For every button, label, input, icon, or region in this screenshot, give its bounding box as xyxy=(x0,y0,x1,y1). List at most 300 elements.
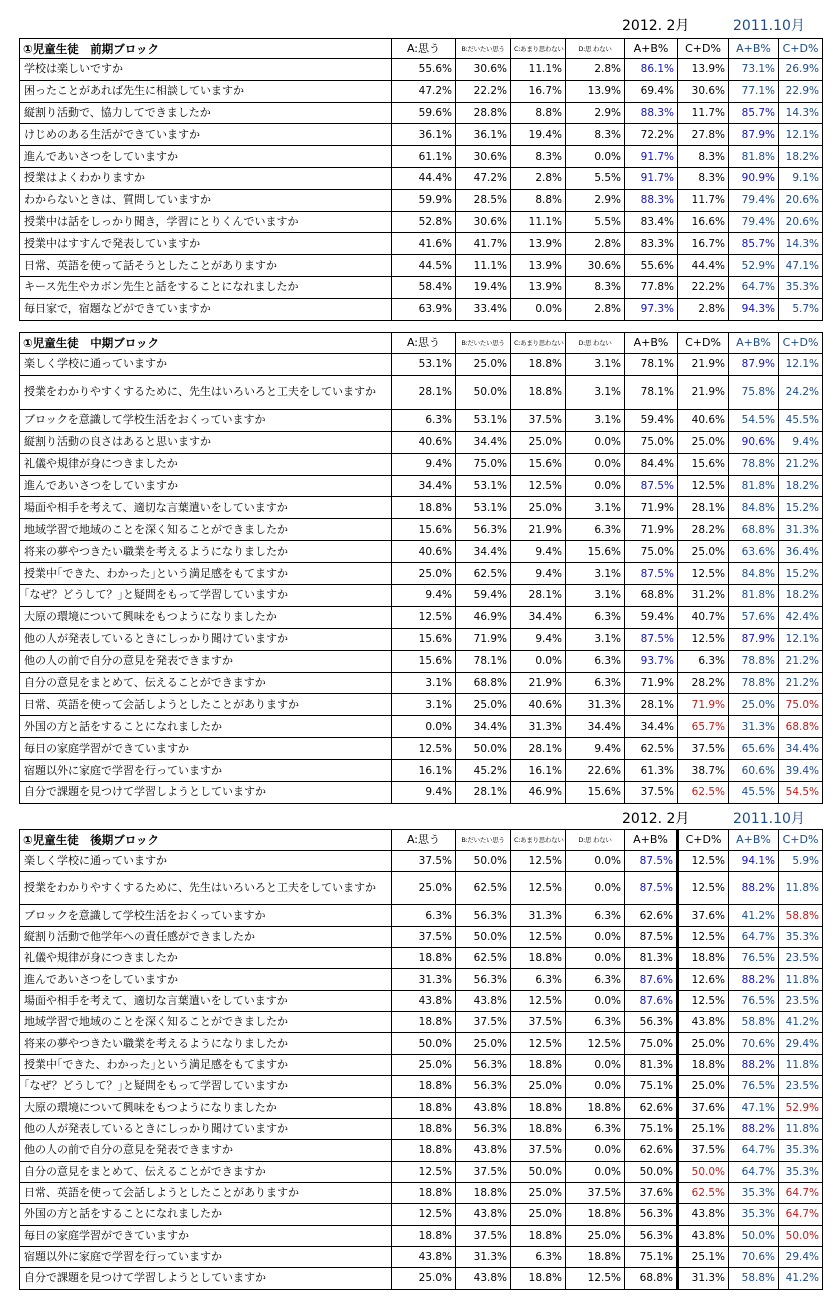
value-ab: 55.6% xyxy=(625,255,678,277)
value-c: 18.8% xyxy=(511,1097,566,1118)
value-ab-prev: 81.8% xyxy=(729,146,779,168)
value-b: 30.6% xyxy=(456,59,511,81)
table-row xyxy=(20,475,823,497)
question-text: ｢なぜ？どうして？｣と疑問をもって学習していますか xyxy=(20,584,392,606)
current-period-label: 2012. 2月 xyxy=(622,811,690,827)
value-cd-prev: 29.4% xyxy=(779,1246,823,1267)
value-c: 50.0% xyxy=(511,1161,566,1182)
value-ab: 34.4% xyxy=(625,716,678,738)
value-a: 34.4% xyxy=(392,475,456,497)
value-a: 6.3% xyxy=(392,409,456,431)
value-a: 50.0% xyxy=(392,1033,456,1054)
table-row xyxy=(20,1054,823,1075)
value-ab-prev: 73.1% xyxy=(729,59,779,81)
table-row xyxy=(20,872,823,905)
value-ab-prev: 35.3% xyxy=(729,1182,779,1203)
value-cd: 25.1% xyxy=(678,1118,729,1139)
value-a: 37.5% xyxy=(392,851,456,872)
value-b: 50.0% xyxy=(456,375,511,409)
column-header-ab-prev: A+B% xyxy=(729,333,779,354)
value-ab: 61.3% xyxy=(625,760,678,782)
value-ab: 62.6% xyxy=(625,905,678,926)
table-row xyxy=(20,409,823,431)
value-b: 43.8% xyxy=(456,1204,511,1225)
value-a: 15.6% xyxy=(392,628,456,650)
value-d: 3.1% xyxy=(566,375,625,409)
value-ab-prev: 90.6% xyxy=(729,431,779,453)
value-cd-prev: 23.5% xyxy=(779,1076,823,1097)
value-c: 9.4% xyxy=(511,541,566,563)
value-b: 31.3% xyxy=(456,1246,511,1267)
value-cd-prev: 35.3% xyxy=(779,276,823,298)
value-ab-prev: 88.2% xyxy=(729,872,779,905)
value-cd-prev: 20.6% xyxy=(779,211,823,233)
value-cd-prev: 14.3% xyxy=(779,102,823,124)
question-text: 縦割り活動の良さはあると思いますか xyxy=(20,431,392,453)
question-text: 楽しく学校に通っていますか xyxy=(20,851,392,872)
question-text: 宿題以外に家庭で学習を行っていますか xyxy=(20,1246,392,1267)
value-cd-prev: 15.2% xyxy=(779,497,823,519)
value-cd: 30.6% xyxy=(678,80,729,102)
value-ab-prev: 70.6% xyxy=(729,1033,779,1054)
value-c: 19.4% xyxy=(511,124,566,146)
question-text: 他の人が発表しているときにしっかり聞けていますか xyxy=(20,628,392,650)
value-b: 45.2% xyxy=(456,760,511,782)
value-b: 62.5% xyxy=(456,948,511,969)
table-row xyxy=(20,167,823,189)
value-ab: 59.4% xyxy=(625,606,678,628)
value-ab-prev: 70.6% xyxy=(729,1246,779,1267)
value-a: 28.1% xyxy=(392,375,456,409)
table-row xyxy=(20,1076,823,1097)
value-b: 22.2% xyxy=(456,80,511,102)
value-d: 8.3% xyxy=(566,124,625,146)
value-d: 6.3% xyxy=(566,672,625,694)
question-text: 楽しく学校に通っていますか xyxy=(20,354,392,376)
table-row xyxy=(20,1012,823,1033)
value-ab-prev: 68.8% xyxy=(729,519,779,541)
table-row xyxy=(20,233,823,255)
value-cd-prev: 18.2% xyxy=(779,584,823,606)
value-cd-prev: 12.1% xyxy=(779,124,823,146)
value-c: 31.3% xyxy=(511,905,566,926)
value-cd-prev: 39.4% xyxy=(779,760,823,782)
value-cd-prev: 15.2% xyxy=(779,563,823,585)
previous-period-label: 2011.10月 xyxy=(733,18,805,34)
value-b: 34.4% xyxy=(456,541,511,563)
value-ab: 87.5% xyxy=(625,851,678,872)
table-row xyxy=(20,716,823,738)
value-c: 28.1% xyxy=(511,738,566,760)
question-text: 困ったことがあれば先生に相談していますか xyxy=(20,80,392,102)
value-cd: 31.3% xyxy=(678,1268,729,1289)
value-a: 63.9% xyxy=(392,298,456,320)
question-text: 授業中は話をしっかり聞き，学習にとりくんでいますか xyxy=(20,211,392,233)
value-ab-prev: 58.8% xyxy=(729,1012,779,1033)
value-cd: 37.5% xyxy=(678,738,729,760)
value-a: 25.0% xyxy=(392,1054,456,1075)
question-text: 他の人の前で自分の意見を発表できますか xyxy=(20,650,392,672)
value-b: 37.5% xyxy=(456,1161,511,1182)
value-ab: 59.4% xyxy=(625,409,678,431)
value-b: 43.8% xyxy=(456,1140,511,1161)
value-d: 0.0% xyxy=(566,431,625,453)
block-title: ①児童生徒 中期ブロック xyxy=(20,333,392,354)
column-header-ab: A+B% xyxy=(625,333,678,354)
value-ab: 78.1% xyxy=(625,354,678,376)
value-d: 5.5% xyxy=(566,167,625,189)
column-header-b: B:だいたい思う xyxy=(456,830,511,851)
value-ab: 56.3% xyxy=(625,1012,678,1033)
value-cd-prev: 21.2% xyxy=(779,453,823,475)
value-ab-prev: 58.8% xyxy=(729,1268,779,1289)
value-cd-prev: 50.0% xyxy=(779,1225,823,1246)
value-b: 50.0% xyxy=(456,738,511,760)
value-cd-prev: 12.1% xyxy=(779,628,823,650)
value-ab: 93.7% xyxy=(625,650,678,672)
value-ab-prev: 94.3% xyxy=(729,298,779,320)
value-ab: 71.9% xyxy=(625,497,678,519)
value-cd-prev: 68.8% xyxy=(779,716,823,738)
question-text: 授業中｢できた、わかった｣という満足感をもてますか xyxy=(20,1054,392,1075)
value-ab: 72.2% xyxy=(625,124,678,146)
question-text: 礼儀や規律が身につきましたか xyxy=(20,453,392,475)
question-text: 将来の夢やつきたい職業を考えるようになりましたか xyxy=(20,541,392,563)
value-a: 18.8% xyxy=(392,1225,456,1246)
value-ab-prev: 65.6% xyxy=(729,738,779,760)
question-text: 礼儀や規律が身につきましたか xyxy=(20,948,392,969)
value-d: 34.4% xyxy=(566,716,625,738)
value-ab-prev: 64.7% xyxy=(729,276,779,298)
question-text: 将来の夢やつきたい職業を考えるようになりましたか xyxy=(20,1033,392,1054)
value-c: 9.4% xyxy=(511,563,566,585)
value-c: 12.5% xyxy=(511,872,566,905)
value-a: 47.2% xyxy=(392,80,456,102)
value-d: 3.1% xyxy=(566,628,625,650)
block-title: ①児童生徒 後期ブロック xyxy=(20,830,392,851)
value-ab: 91.7% xyxy=(625,167,678,189)
value-b: 19.4% xyxy=(456,276,511,298)
question-text: 大原の環境について興味をもつようになりましたか xyxy=(20,1097,392,1118)
column-header-c: C:あまり思わない xyxy=(511,830,566,851)
table-row xyxy=(20,1182,823,1203)
value-ab: 71.9% xyxy=(625,672,678,694)
value-c: 15.6% xyxy=(511,453,566,475)
value-ab: 88.3% xyxy=(625,189,678,211)
value-b: 56.3% xyxy=(456,905,511,926)
value-cd: 8.3% xyxy=(678,146,729,168)
value-ab-prev: 88.2% xyxy=(729,1118,779,1139)
value-cd-prev: 36.4% xyxy=(779,541,823,563)
value-c: 2.8% xyxy=(511,167,566,189)
value-ab: 97.3% xyxy=(625,298,678,320)
value-cd-prev: 11.8% xyxy=(779,872,823,905)
value-cd-prev: 41.2% xyxy=(779,1268,823,1289)
column-header-ab: A+B% xyxy=(625,830,678,851)
value-cd: 18.8% xyxy=(678,1054,729,1075)
question-text: 地域学習で地域のことを深く知ることができましたか xyxy=(20,1012,392,1033)
table-row xyxy=(20,851,823,872)
value-a: 59.6% xyxy=(392,102,456,124)
value-b: 43.8% xyxy=(456,1268,511,1289)
table-row xyxy=(20,781,823,803)
question-text: ｢なぜ？どうして？｣と疑問をもって学習していますか xyxy=(20,1076,392,1097)
value-b: 28.1% xyxy=(456,781,511,803)
value-ab: 62.5% xyxy=(625,738,678,760)
value-d: 0.0% xyxy=(566,948,625,969)
table-row xyxy=(20,255,823,277)
value-cd: 11.7% xyxy=(678,189,729,211)
value-ab-prev: 64.7% xyxy=(729,1161,779,1182)
value-cd-prev: 11.8% xyxy=(779,1054,823,1075)
value-cd: 12.5% xyxy=(678,851,729,872)
value-d: 0.0% xyxy=(566,1161,625,1182)
value-d: 6.3% xyxy=(566,969,625,990)
value-c: 6.3% xyxy=(511,1246,566,1267)
value-d: 8.3% xyxy=(566,276,625,298)
value-c: 12.5% xyxy=(511,1033,566,1054)
value-a: 18.8% xyxy=(392,1012,456,1033)
value-cd-prev: 29.4% xyxy=(779,1033,823,1054)
value-ab: 62.6% xyxy=(625,1140,678,1161)
column-header-a: A:思う xyxy=(392,830,456,851)
value-b: 25.0% xyxy=(456,1033,511,1054)
value-ab-prev: 52.9% xyxy=(729,255,779,277)
column-header-d: D:思 わない xyxy=(566,333,625,354)
value-c: 25.0% xyxy=(511,1182,566,1203)
table-row xyxy=(20,584,823,606)
value-c: 12.5% xyxy=(511,851,566,872)
value-ab: 75.0% xyxy=(625,541,678,563)
value-ab-prev: 63.6% xyxy=(729,541,779,563)
value-a: 9.4% xyxy=(392,453,456,475)
table-row xyxy=(20,1118,823,1139)
table-row xyxy=(20,926,823,947)
value-d: 3.1% xyxy=(566,497,625,519)
table-row xyxy=(20,375,823,409)
table-row xyxy=(20,298,823,320)
value-d: 15.6% xyxy=(566,541,625,563)
value-d: 2.8% xyxy=(566,233,625,255)
value-d: 0.0% xyxy=(566,990,625,1011)
question-text: 外国の方と話をすることになれましたか xyxy=(20,1204,392,1225)
value-c: 8.8% xyxy=(511,189,566,211)
survey-table-early-block xyxy=(19,38,823,321)
table-row xyxy=(20,969,823,990)
value-b: 30.6% xyxy=(456,211,511,233)
value-cd-prev: 9.4% xyxy=(779,431,823,453)
value-cd: 6.3% xyxy=(678,650,729,672)
value-c: 37.5% xyxy=(511,1012,566,1033)
value-cd: 13.9% xyxy=(678,59,729,81)
value-c: 18.8% xyxy=(511,1118,566,1139)
table-row xyxy=(20,541,823,563)
value-cd: 12.5% xyxy=(678,628,729,650)
value-cd-prev: 45.5% xyxy=(779,409,823,431)
value-cd-prev: 64.7% xyxy=(779,1204,823,1225)
table-row xyxy=(20,1246,823,1267)
value-ab-prev: 54.5% xyxy=(729,409,779,431)
value-cd-prev: 12.1% xyxy=(779,354,823,376)
column-header-cd-prev: C+D% xyxy=(779,39,823,59)
value-cd: 25.1% xyxy=(678,1246,729,1267)
table-row xyxy=(20,1225,823,1246)
question-text: キース先生やカボン先生と話をすることになれましたか xyxy=(20,276,392,298)
value-a: 12.5% xyxy=(392,1161,456,1182)
question-text: 進んであいさつをしていますか xyxy=(20,146,392,168)
value-cd: 50.0% xyxy=(678,1161,729,1182)
value-a: 16.1% xyxy=(392,760,456,782)
value-ab: 87.5% xyxy=(625,926,678,947)
value-cd: 38.7% xyxy=(678,760,729,782)
value-b: 28.8% xyxy=(456,102,511,124)
value-a: 18.8% xyxy=(392,948,456,969)
column-header-d: D:思 わない xyxy=(566,39,625,59)
value-ab: 87.5% xyxy=(625,628,678,650)
value-b: 56.3% xyxy=(456,1076,511,1097)
question-text: ブロックを意識して学校生活をおくっていますか xyxy=(20,409,392,431)
value-c: 31.3% xyxy=(511,716,566,738)
value-cd-prev: 47.1% xyxy=(779,255,823,277)
value-a: 18.8% xyxy=(392,497,456,519)
value-cd-prev: 54.5% xyxy=(779,781,823,803)
value-a: 18.8% xyxy=(392,1118,456,1139)
column-header-cd: C+D% xyxy=(678,830,729,851)
value-ab-prev: 41.2% xyxy=(729,905,779,926)
value-a: 9.4% xyxy=(392,584,456,606)
table-row xyxy=(20,1140,823,1161)
value-d: 0.0% xyxy=(566,453,625,475)
value-c: 12.5% xyxy=(511,475,566,497)
value-b: 59.4% xyxy=(456,584,511,606)
table-row xyxy=(20,59,823,81)
column-header-ab: A+B% xyxy=(625,39,678,59)
question-text: 宿題以外に家庭で学習を行っていますか xyxy=(20,760,392,782)
question-text: 他の人が発表しているときにしっかり聞けていますか xyxy=(20,1118,392,1139)
question-text: 進んであいさつをしていますか xyxy=(20,969,392,990)
value-cd: 25.0% xyxy=(678,1033,729,1054)
value-cd-prev: 35.3% xyxy=(779,1140,823,1161)
table-row xyxy=(20,606,823,628)
value-ab: 68.8% xyxy=(625,584,678,606)
value-d: 6.3% xyxy=(566,1012,625,1033)
value-d: 3.1% xyxy=(566,409,625,431)
value-d: 0.0% xyxy=(566,1140,625,1161)
value-d: 2.8% xyxy=(566,59,625,81)
value-cd: 28.2% xyxy=(678,519,729,541)
value-ab-prev: 76.5% xyxy=(729,948,779,969)
value-ab: 28.1% xyxy=(625,694,678,716)
value-a: 25.0% xyxy=(392,563,456,585)
value-b: 43.8% xyxy=(456,990,511,1011)
value-cd: 25.0% xyxy=(678,1076,729,1097)
value-d: 13.9% xyxy=(566,80,625,102)
value-a: 37.5% xyxy=(392,926,456,947)
table-row xyxy=(20,948,823,969)
value-cd: 12.6% xyxy=(678,969,729,990)
value-ab-prev: 78.8% xyxy=(729,453,779,475)
table-row xyxy=(20,672,823,694)
value-d: 18.8% xyxy=(566,1097,625,1118)
table-row xyxy=(20,1033,823,1054)
value-b: 34.4% xyxy=(456,431,511,453)
previous-period-label: 2011.10月 xyxy=(733,811,805,827)
value-d: 2.8% xyxy=(566,298,625,320)
value-c: 8.8% xyxy=(511,102,566,124)
value-ab: 84.4% xyxy=(625,453,678,475)
value-cd: 21.9% xyxy=(678,375,729,409)
value-cd: 28.2% xyxy=(678,672,729,694)
value-c: 12.5% xyxy=(511,990,566,1011)
value-cd: 62.5% xyxy=(678,781,729,803)
value-b: 43.8% xyxy=(456,1097,511,1118)
value-cd: 28.1% xyxy=(678,497,729,519)
value-ab: 81.3% xyxy=(625,1054,678,1075)
column-header-c: C:あまり思わない xyxy=(511,333,566,354)
value-cd: 43.8% xyxy=(678,1012,729,1033)
value-cd: 25.0% xyxy=(678,541,729,563)
value-cd-prev: 23.5% xyxy=(779,948,823,969)
value-a: 18.8% xyxy=(392,1182,456,1203)
value-cd: 37.5% xyxy=(678,1140,729,1161)
value-c: 46.9% xyxy=(511,781,566,803)
value-c: 9.4% xyxy=(511,628,566,650)
question-text: わからないときは、質問していますか xyxy=(20,189,392,211)
value-c: 37.5% xyxy=(511,409,566,431)
value-cd-prev: 26.9% xyxy=(779,59,823,81)
value-cd: 12.5% xyxy=(678,475,729,497)
value-ab: 83.4% xyxy=(625,211,678,233)
value-a: 36.1% xyxy=(392,124,456,146)
value-a: 40.6% xyxy=(392,541,456,563)
value-ab-prev: 84.8% xyxy=(729,497,779,519)
value-b: 53.1% xyxy=(456,475,511,497)
value-b: 36.1% xyxy=(456,124,511,146)
value-b: 47.2% xyxy=(456,167,511,189)
table-row xyxy=(20,990,823,1011)
survey-table-late-block xyxy=(19,829,823,1290)
date-header-2 xyxy=(0,808,840,828)
value-ab: 87.6% xyxy=(625,990,678,1011)
column-header-c: C:あまり思わない xyxy=(511,39,566,59)
value-c: 25.0% xyxy=(511,497,566,519)
value-b: 25.0% xyxy=(456,354,511,376)
column-header-cd-prev: C+D% xyxy=(779,333,823,354)
value-ab-prev: 78.8% xyxy=(729,650,779,672)
value-d: 5.5% xyxy=(566,211,625,233)
value-b: 41.7% xyxy=(456,233,511,255)
question-text: 自分の意見をまとめて、伝えることができますか xyxy=(20,672,392,694)
value-a: 18.8% xyxy=(392,1097,456,1118)
value-a: 12.5% xyxy=(392,606,456,628)
value-a: 61.1% xyxy=(392,146,456,168)
question-text: 場面や相手を考えて、適切な言葉遣いをしていますか xyxy=(20,497,392,519)
table-row xyxy=(20,519,823,541)
value-ab: 83.3% xyxy=(625,233,678,255)
value-ab: 50.0% xyxy=(625,1161,678,1182)
value-ab-prev: 64.7% xyxy=(729,1140,779,1161)
column-header-ab-prev: A+B% xyxy=(729,39,779,59)
value-cd-prev: 58.8% xyxy=(779,905,823,926)
table-row xyxy=(20,80,823,102)
value-ab: 78.1% xyxy=(625,375,678,409)
value-d: 2.9% xyxy=(566,102,625,124)
table-header-row xyxy=(20,333,823,354)
value-c: 16.7% xyxy=(511,80,566,102)
value-b: 56.3% xyxy=(456,1118,511,1139)
question-text: 自分で課題を見つけて学習しようとしていますか xyxy=(20,1268,392,1289)
value-cd: 22.2% xyxy=(678,276,729,298)
